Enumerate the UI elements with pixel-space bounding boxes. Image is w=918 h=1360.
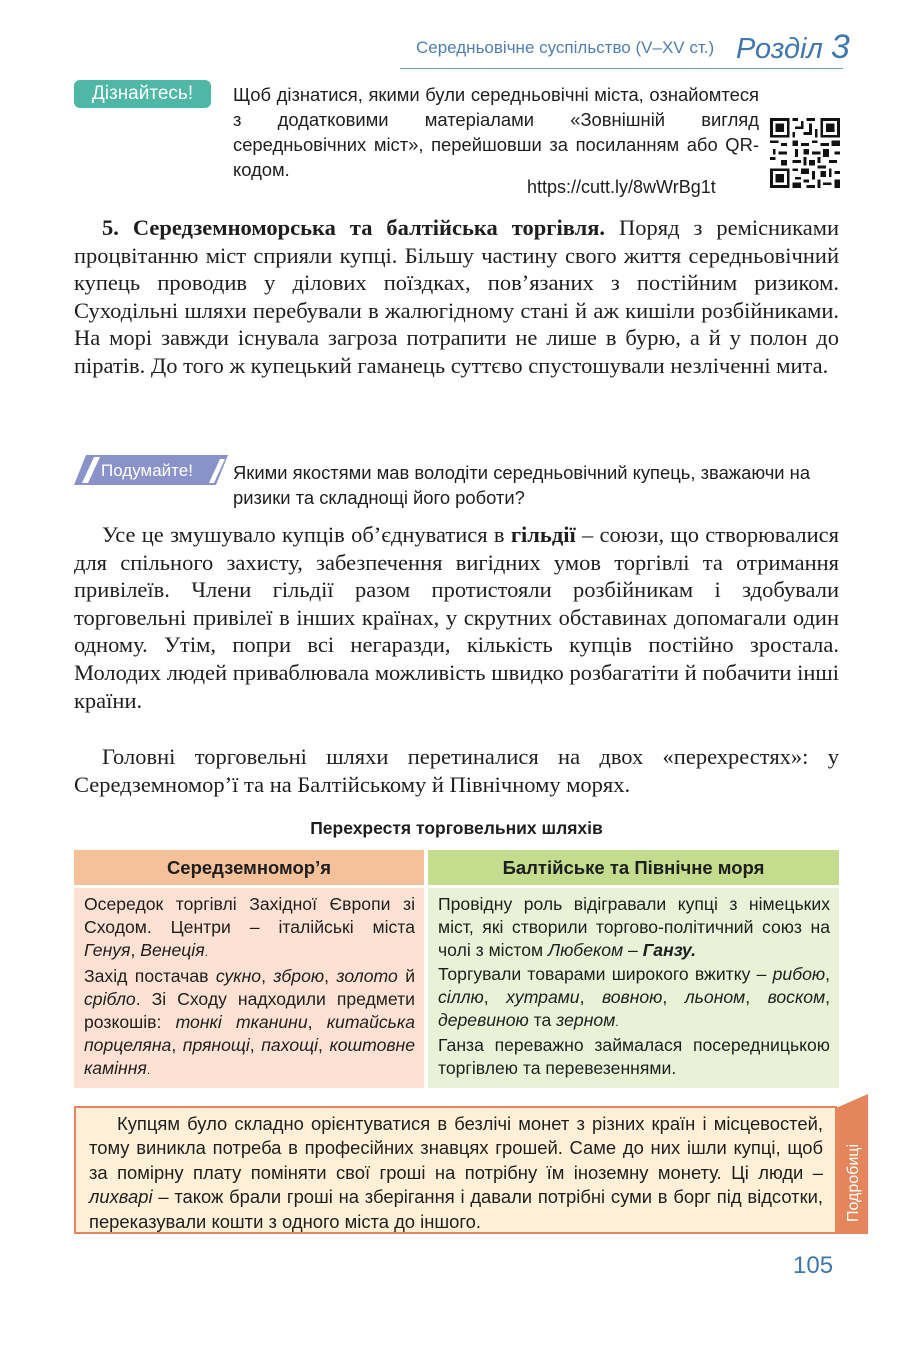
term-moneylenders: лихварі [89, 1186, 153, 1208]
period: . [615, 1015, 619, 1030]
paragraph-guilds [74, 521, 839, 714]
term-hansa: Ганзу. [642, 940, 697, 961]
table-cell-mediterranean [74, 888, 424, 1088]
table-header-baltic: Балтійське та Північне моря [428, 850, 839, 885]
details-tab [836, 1094, 868, 1234]
good-grain: зерном [556, 1010, 616, 1031]
city-venice: Венеція [140, 940, 205, 961]
good-silver: срібло [84, 988, 136, 1009]
paragraph-crossroads-text: Головні торговельні шляхи перетиналися на двох «перехрестях»: у Середземномор’ї та на Балтійському й Північному морях. [74, 744, 839, 797]
think-question: Якими якостями мав володіти середньовічний купець, зважаючи на ризики та складнощі його роботи? [233, 462, 811, 508]
cell-paragraph [438, 893, 830, 963]
details-text-before: Купцям було складно орієнтуватися в безлічі монет з різних країн і місцевостей, тому виникла потреба в професійних знавцях грошей. Саме до них ішли купці, щоб за помірну плату поміняти свої гроші на потрібну їм іноземну монету. Ці люди – [89, 1113, 823, 1183]
learn-link[interactable]: https://cutt.ly/8wWrBg1t [527, 177, 716, 197]
paragraph-guilds-before: Усе це змушувало купців об’єднуватися в [102, 522, 511, 547]
good-fish: рибою [772, 963, 826, 984]
table-title: Перехрестя торговельних шляхів [310, 818, 603, 838]
cell-text: Осередок торгівлі Західної Європи зі Сходом. Центри – італійські міста [84, 894, 415, 938]
cell-paragraph [84, 893, 415, 965]
good-weapons: зброю [273, 965, 325, 986]
good-porcelain: китайська порцеляна [84, 1012, 416, 1056]
good-salt: сіллю [438, 986, 484, 1007]
table-header-mediterranean: Середземномор’я [74, 850, 424, 885]
details-text [89, 1112, 823, 1234]
header-divider [400, 68, 843, 69]
cell-paragraph: Ганза переважно займалася посередницькою торгівлею та перевезеннями. [438, 1035, 830, 1079]
section-word: Розділ [736, 33, 823, 65]
cell-text: Торгували товарами широкого вжитку – [438, 963, 773, 984]
paragraph-guilds-after: – союзи, що створювалися для спільного захисту, забезпечення вигідних умов торгівлі та отримання привілеїв. Члени гільдії разом протистояли розбійникам і здобували торговельні привілеї в інших країнах, у скрутних обставинах допомагали один одному. Утім, попри всі негаразди, кількість купців постійно зростала. Молодих людей приваблювала можливість швидко розбагатіти й побачити інші країни. [74, 522, 839, 713]
separator: , [171, 1035, 183, 1056]
separator: , [307, 1012, 327, 1033]
good-wax: воском [767, 986, 826, 1007]
separator: , [317, 1035, 330, 1056]
city-genoa: Генуя [84, 940, 131, 961]
period: . [146, 1063, 151, 1078]
separator: , [483, 986, 507, 1007]
separator: , [579, 986, 602, 1007]
separator: , [745, 986, 768, 1007]
separator: , [249, 1035, 262, 1056]
details-text-after: – також брали гроші на зберігання і давали потрібні суми в борг під відсотки, переказували кошти з одного міста до іншого. [89, 1186, 823, 1232]
good-gold: золото [336, 965, 398, 986]
good-cloth: сукно [215, 965, 262, 986]
separator: , [324, 965, 337, 986]
separator: , [130, 940, 141, 961]
good-wool: вовною [601, 986, 663, 1007]
details-box [74, 1106, 837, 1234]
think-badge-label: Подумайте! [101, 461, 193, 480]
city-lubeck: Любеком [548, 940, 624, 961]
good-furs: хутрами [506, 986, 580, 1007]
cell-text: Провідну роль відігравали купці з німецьких міст, які створили торгово-політичний союз на чолі з містом [438, 894, 830, 961]
good-timber: деревиною [438, 1010, 529, 1031]
period: . [204, 945, 208, 960]
running-header-subtitle: Середньовічне суспільство (V–XV ст.) [416, 38, 715, 57]
table-cell-baltic [428, 888, 839, 1088]
table-column-mediterranean [74, 850, 424, 1088]
table-column-baltic [428, 850, 839, 1088]
page-number: 105 [793, 1252, 834, 1279]
separator: – [623, 940, 643, 961]
good-gems: коштовне каміння [84, 1035, 416, 1079]
separator: , [825, 986, 831, 1007]
think-badge [74, 455, 228, 485]
learn-badge: Дізнайтесь! [74, 80, 211, 108]
separator: , [825, 963, 830, 984]
details-tab-label: Подробиці [845, 1144, 862, 1222]
section-number: 3 [830, 28, 850, 66]
separator: , [662, 986, 685, 1007]
term-guilds: гільдії [510, 522, 576, 547]
learn-text: Щоб дізнатися, якими були середньовічні міста, ознайомтеся з додатковими матеріалами «Зовнішній вигляд середньовічних міст», перейшовши за посиланням або QR-кодом. [233, 84, 759, 180]
paragraph-trade [74, 214, 839, 380]
cell-paragraph [84, 965, 415, 1083]
section-label [736, 28, 850, 67]
cell-text: Захід постачав [84, 965, 216, 986]
cell-paragraph [438, 963, 830, 1035]
good-flax: льоном [684, 986, 746, 1007]
qr-code-icon[interactable] [770, 118, 840, 188]
separator: й [397, 965, 416, 986]
cell-text: . Зі Сходу надходили предмети розкошів: [84, 988, 415, 1033]
separator: та [528, 1010, 557, 1031]
paragraph-heading: 5. Середземноморська та балтійська торгівля. [102, 215, 605, 240]
good-spices: прянощі [182, 1035, 250, 1056]
good-fine-fabrics: тонкі тканини [175, 1012, 308, 1033]
paragraph-body: Поряд з ремісниками процвітанню міст сприяли купці. Більшу частину свого життя середньовічний купець проводив у ділових поїздках, пов’язаних з постійним ризиком. Суходільні шляхи перебували в жалюгідному стані й аж кишіли розбійниками. На морі завжди існувала загроза потрапити не лише в бурю, а й у полон до піратів. До того ж купецький гаманець суттєво спустошували незліченні мита. [74, 215, 839, 378]
separator: , [261, 965, 274, 986]
paragraph-crossroads [74, 743, 839, 798]
good-incense: пахощі [261, 1035, 318, 1056]
